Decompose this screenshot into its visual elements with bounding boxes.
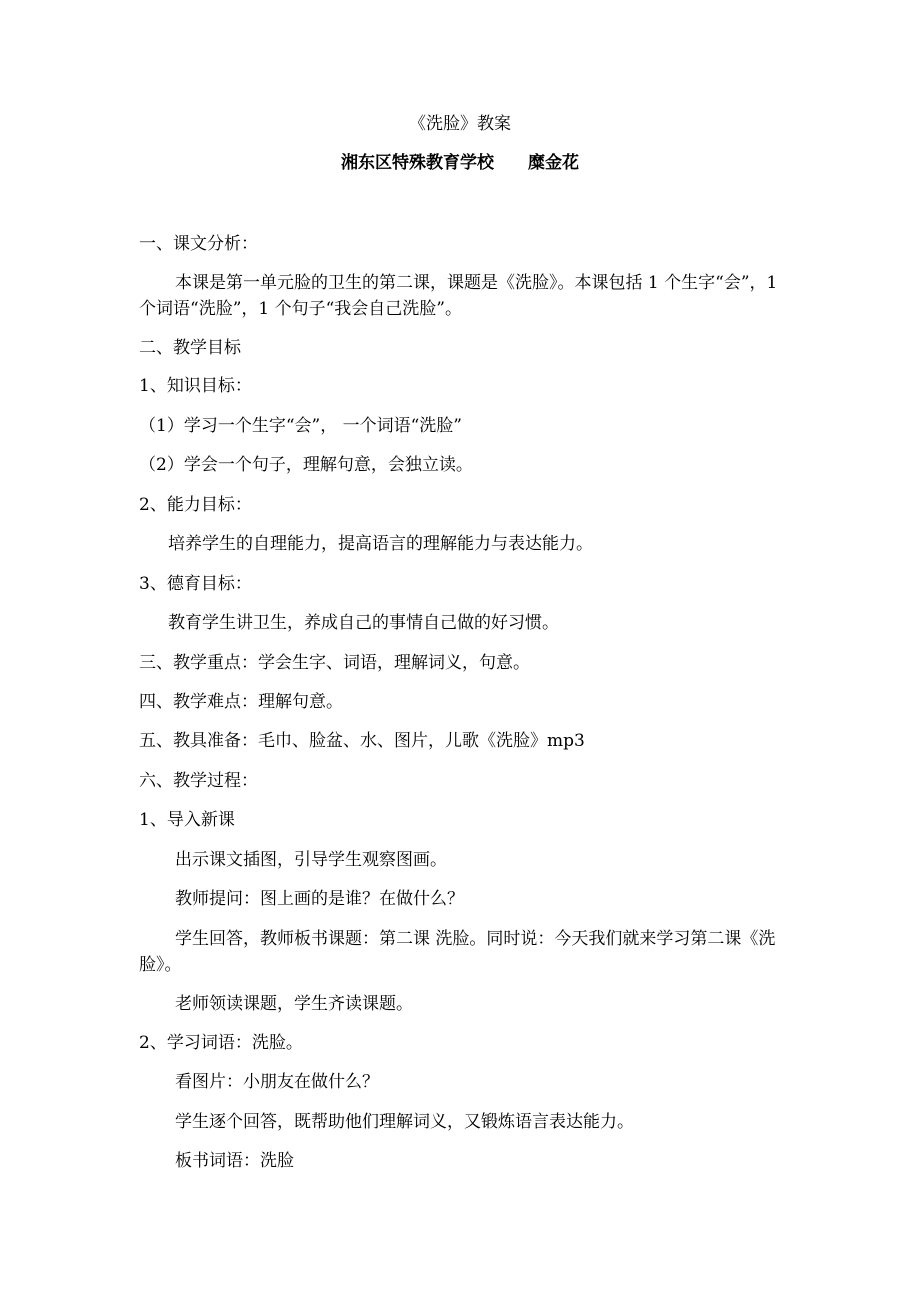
paragraph-text-analysis: 本课是第一单元脸的卫生的第二课，课题是《洗脸》。本课包括 1 个生字“会”，1 个词语“洗脸”，1 个句子“我会自己洗脸”。	[139, 273, 778, 319]
paragraph-intro-3: 学生回答，教师板书课题：第二课 洗脸。同时说：今天我们就来学习第二课《洗脸》。	[139, 929, 776, 975]
paragraph-intro-4: 老师领读课题，学生齐读课题。	[175, 994, 413, 1014]
list-item-knowledge-1: （1）学习一个生字“会”， 一个词语“洗脸”	[139, 416, 462, 436]
section-heading-6: 六、教学过程：	[139, 771, 258, 791]
school-name: 湘东区特殊教育学校	[341, 153, 494, 173]
paragraph-vocabulary-1: 看图片：小朋友在做什么？	[175, 1072, 379, 1092]
section-heading-1: 一、课文分析：	[139, 234, 258, 254]
subheading-knowledge: 1、知识目标：	[139, 376, 252, 396]
section-heading-5: 五、教具准备：毛巾、脸盆、水、图片，儿歌《洗脸》mp3	[139, 731, 585, 751]
paragraph-vocabulary-3: 板书词语：洗脸	[175, 1151, 294, 1171]
paragraph-moral: 教育学生讲卫生，养成自己的事情自己做的好习惯。	[168, 613, 559, 633]
subheading-moral: 3、德育目标：	[139, 574, 252, 594]
subheading-intro: 1、导入新课	[139, 810, 235, 830]
list-item-knowledge-2: （2）学会一个句子，理解句意，会独立读。	[139, 455, 473, 475]
paragraph-intro-2: 教师提问：图上画的是谁？在做什么？	[175, 889, 464, 909]
subheading-vocabulary: 2、学习词语：洗脸。	[139, 1033, 303, 1053]
paragraph-intro-1: 出示课文插图，引导学生观察图画。	[175, 850, 447, 870]
section-heading-3: 三、教学重点：学会生字、词语，理解词义，句意。	[139, 653, 530, 673]
section-heading-4: 四、教学难点：理解句意。	[139, 692, 343, 712]
document-title: 《洗脸》教案	[409, 114, 511, 134]
paragraph-vocabulary-2: 学生逐个回答，既帮助他们理解词义，又锻炼语言表达能力。	[175, 1112, 634, 1132]
author-name: 糜金花	[528, 153, 579, 173]
paragraph-ability: 培养学生的自理能力，提高语言的理解能力与表达能力。	[168, 534, 593, 554]
subheading-ability: 2、能力目标：	[139, 495, 252, 515]
author-line	[0, 151, 920, 175]
section-heading-2: 二、教学目标	[139, 338, 241, 358]
